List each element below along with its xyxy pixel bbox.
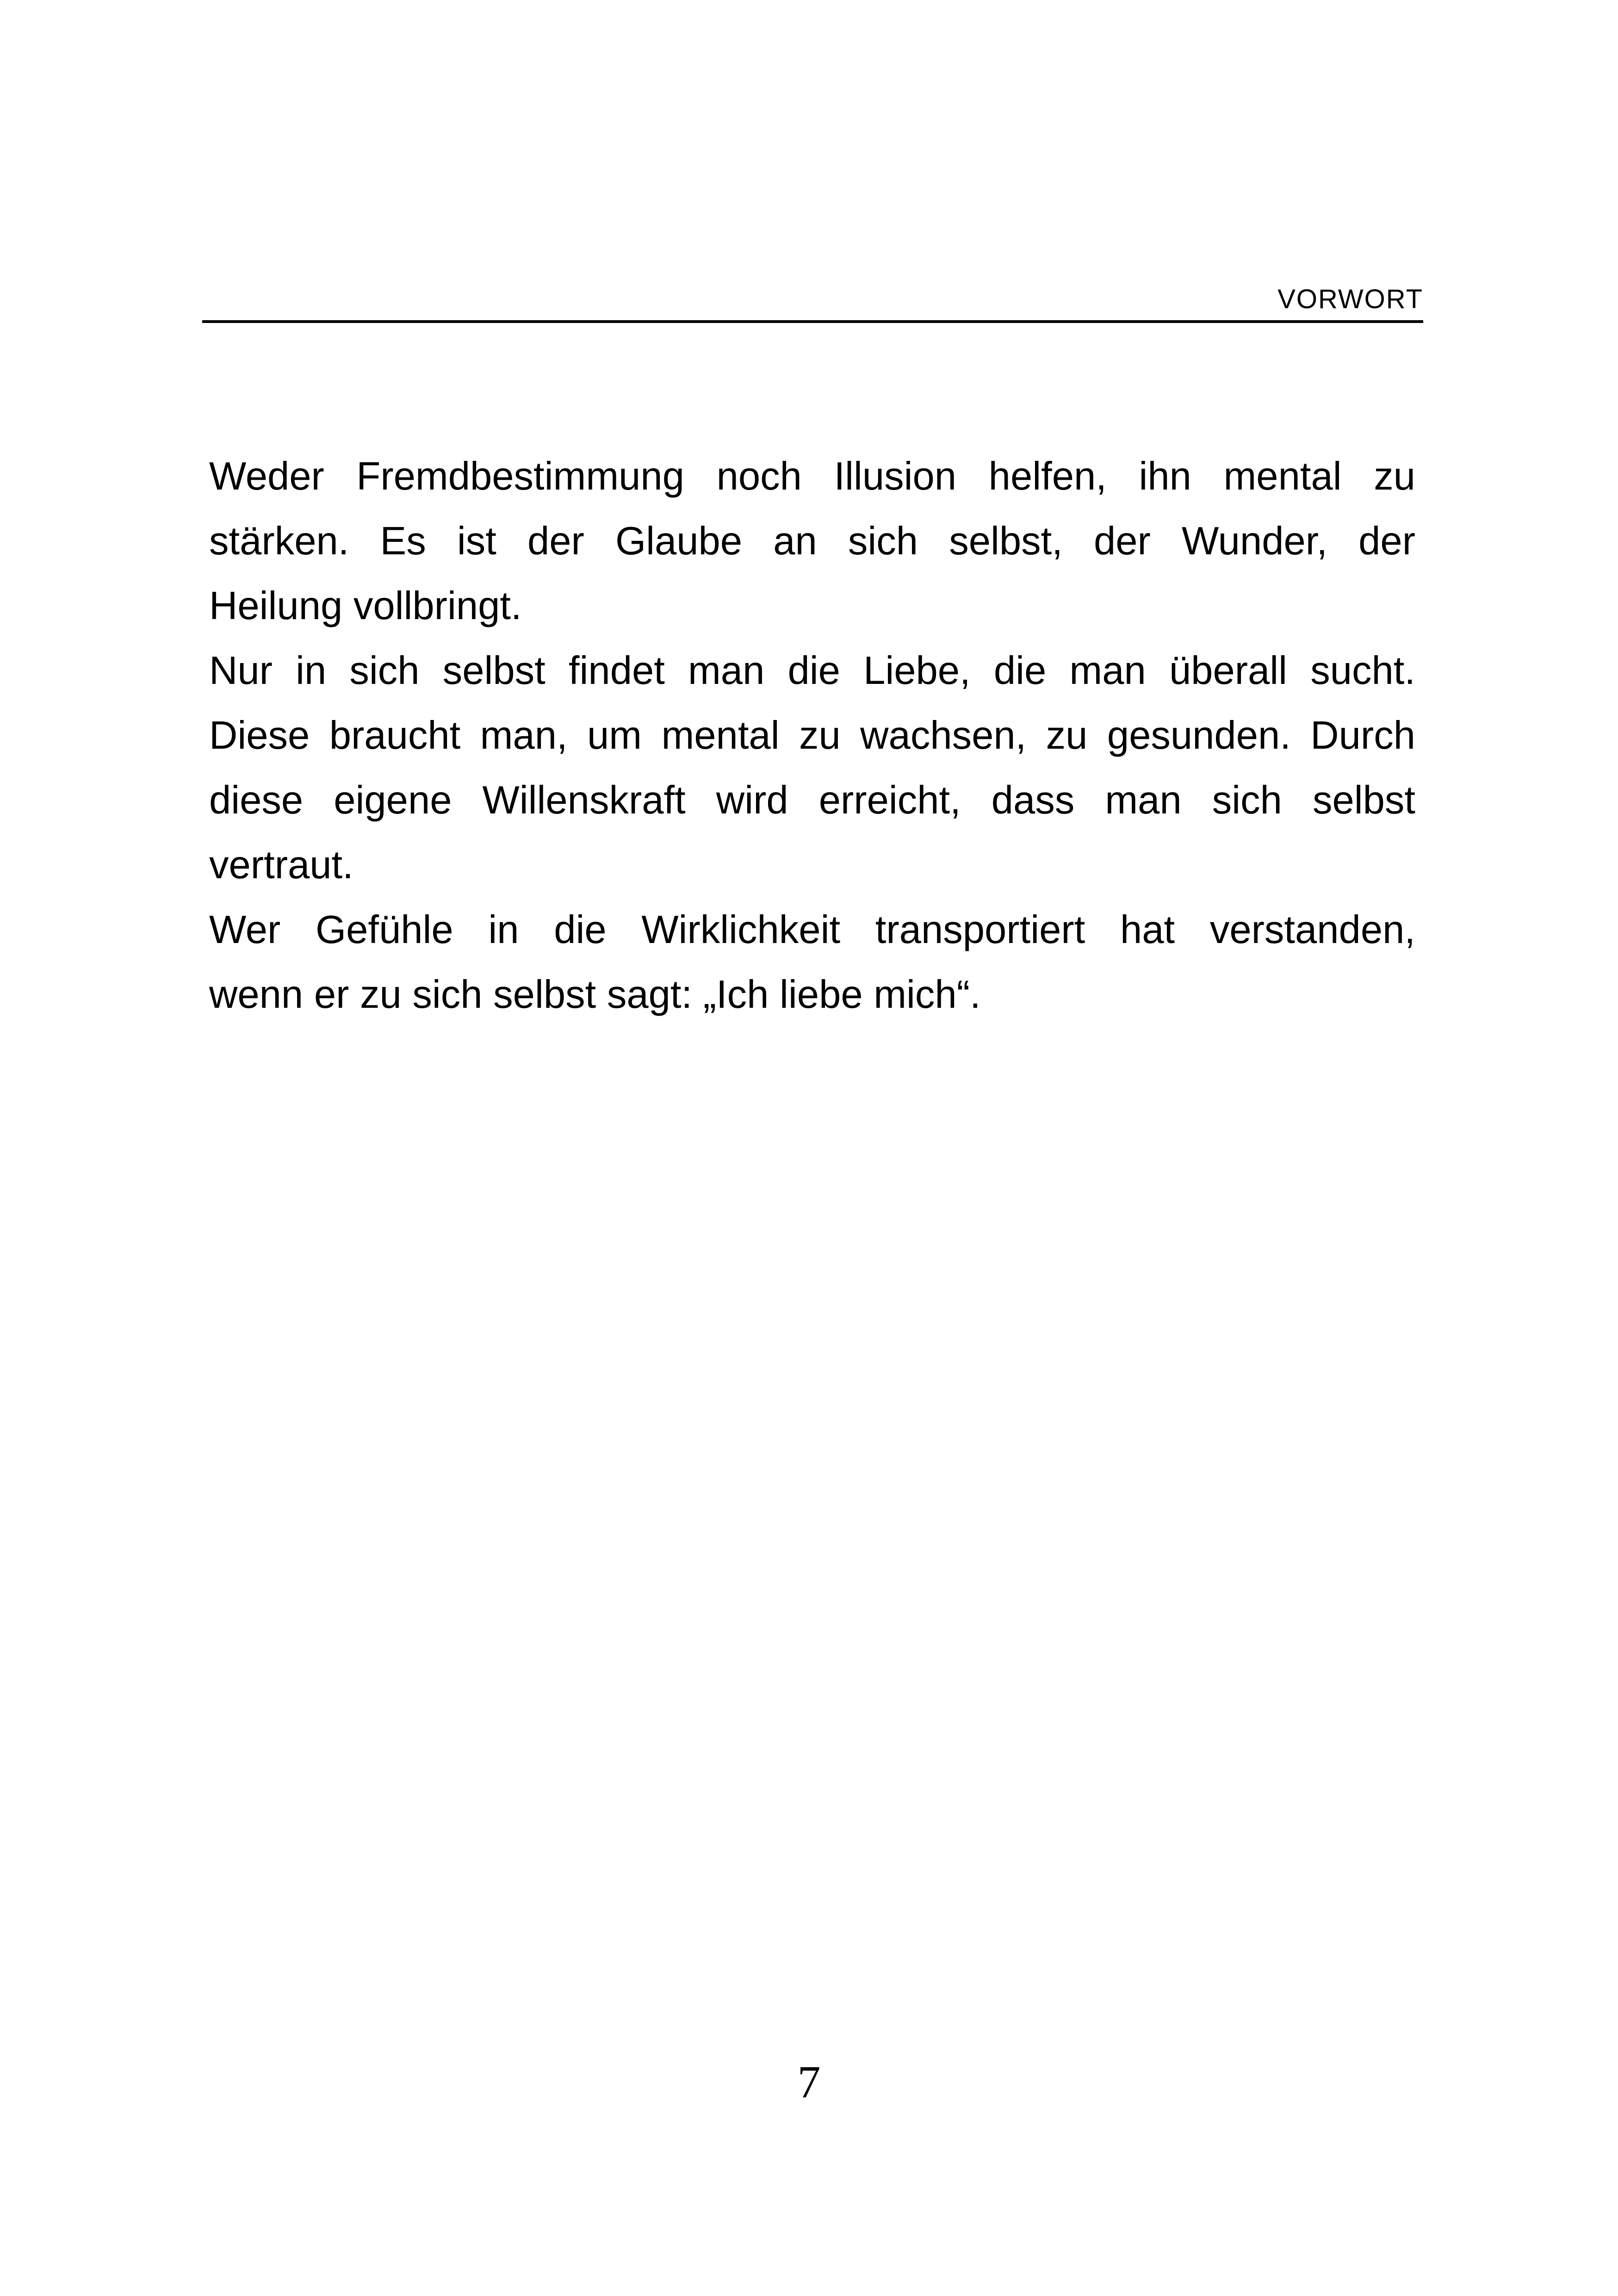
running-header <box>202 278 1423 324</box>
text-line: Nur in sich selbst findet man die Liebe, die man überall sucht. <box>209 649 1415 693</box>
text-line: diese eigene Willenskraft wird erreicht, dass man sich selbst <box>209 778 1415 822</box>
text-line: Heilung vollbringt. <box>209 584 522 628</box>
body-text <box>209 444 1415 1027</box>
text-line: Diese braucht man, um mental zu wachsen, zu gesunden. Durch <box>209 714 1415 757</box>
text-line: stärken. Es ist der Glaube an sich selbst, der Wunder, der <box>209 519 1415 563</box>
text-line: Wer Gefühle in die Wirklichkeit transportiert hat verstanden, <box>209 908 1415 952</box>
text-line: wenn er zu sich selbst sagt: „Ich liebe mich“. <box>209 973 981 1017</box>
header-rule <box>202 320 1423 323</box>
page-number: 7 <box>797 2056 821 2108</box>
text-line: vertraut. <box>209 843 353 887</box>
chapter-title: VORWORT <box>1277 284 1423 314</box>
text-line: Weder Fremdbestimmung noch Illusion helfen, ihn mental zu <box>209 454 1415 498</box>
